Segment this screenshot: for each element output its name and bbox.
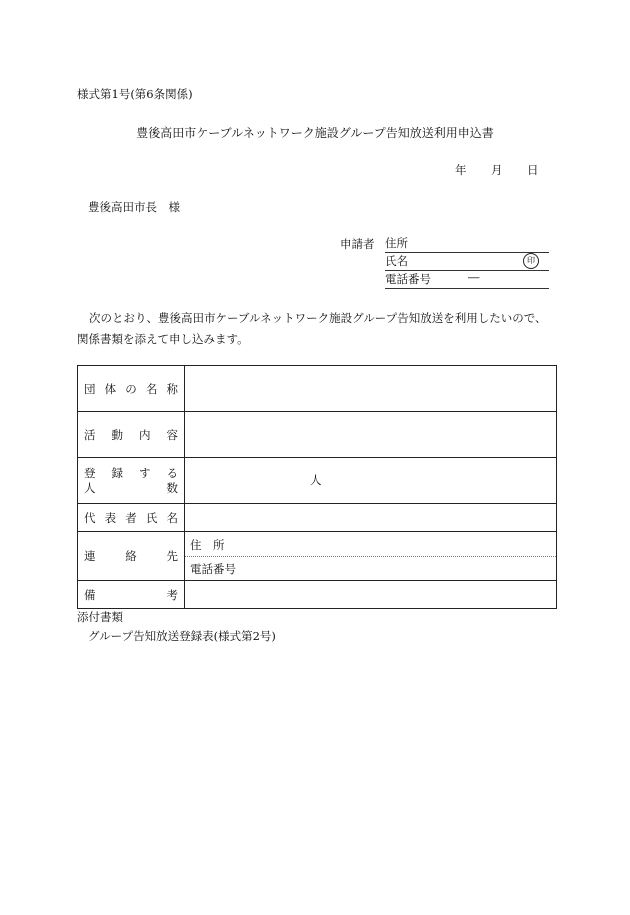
month-label: 月	[491, 163, 503, 177]
member-count-label	[78, 458, 185, 504]
label-char: 絡	[125, 549, 137, 563]
activity-label	[78, 412, 185, 458]
table-row	[78, 504, 557, 532]
label-char: の	[125, 381, 137, 396]
table-row	[78, 366, 557, 412]
phone-dash: ―	[468, 270, 480, 284]
contact-label	[78, 532, 185, 581]
label-char: す	[139, 465, 151, 480]
label-char: 先	[166, 549, 178, 563]
statement-line-1: 次のとおり、豊後高田市ケーブルネットワーク施設グループ告知放送を利用したいので、	[89, 311, 547, 325]
label-char: 内	[139, 427, 151, 442]
label-char: 代	[84, 510, 96, 525]
label-char: 活	[84, 427, 96, 442]
attachment-item: グループ告知放送登録表(様式第2号)	[88, 629, 276, 643]
label-char: 登	[84, 465, 96, 480]
contact-address-input[interactable]	[185, 533, 556, 557]
label-char: 数	[166, 480, 178, 495]
addressee: 豊後高田市長 様	[88, 200, 180, 214]
representative-input[interactable]	[185, 504, 557, 532]
label-char: 録	[111, 465, 123, 480]
document-title: 豊後高田市ケーブルネットワーク施設グループ告知放送利用申込書	[136, 126, 494, 140]
label-char: 連	[84, 549, 96, 563]
label-char: 表	[104, 510, 117, 525]
applicant-phone-field[interactable]	[385, 270, 549, 289]
contact-phone-input[interactable]	[185, 557, 556, 580]
label-char: 称	[166, 381, 178, 396]
contact-cell	[185, 532, 557, 581]
group-name-input[interactable]	[185, 366, 557, 412]
applicant-address-label: 住所	[385, 236, 408, 250]
statement-line-2: 関係書類を添えて申し込みます。	[77, 332, 249, 346]
table-row	[78, 581, 557, 609]
applicant-name-label: 氏名	[385, 254, 408, 268]
label-char: 団	[84, 381, 96, 396]
table-row	[78, 458, 557, 504]
notes-label	[78, 581, 185, 609]
table-row	[78, 412, 557, 458]
table-row	[78, 532, 557, 581]
day-label: 日	[527, 163, 539, 177]
label-char: 名	[145, 381, 158, 396]
label-char: 氏	[145, 510, 158, 525]
attachments-heading: 添付書類	[77, 610, 123, 624]
applicant-phone-label: 電話番号	[385, 272, 431, 286]
applicant-name-field[interactable]	[385, 252, 549, 271]
application-statement	[77, 308, 557, 350]
label-char: 体	[104, 381, 117, 396]
representative-label	[78, 504, 185, 532]
label-char: 者	[125, 510, 137, 525]
count-unit: 人	[310, 473, 322, 487]
contact-address-label: 住 所	[190, 537, 225, 552]
label-char: 動	[111, 427, 123, 442]
label-char: 容	[166, 427, 178, 442]
contact-phone-label: 電話番号	[190, 561, 236, 576]
label-char: 人	[84, 480, 96, 495]
seal-icon: 印	[523, 253, 539, 269]
label-char: 考	[166, 587, 178, 602]
form-number: 様式第1号(第6条関係)	[77, 87, 193, 101]
group-name-label	[78, 366, 185, 412]
notes-input[interactable]	[185, 581, 557, 609]
member-count-input[interactable]	[185, 458, 557, 504]
label-char: 名	[166, 510, 178, 525]
applicant-label: 申請者	[340, 237, 375, 251]
label-char: る	[166, 465, 178, 480]
label-char: 備	[84, 587, 96, 602]
applicant-address-field[interactable]	[385, 234, 549, 253]
application-table	[77, 365, 557, 609]
year-label: 年	[455, 163, 467, 177]
date-line	[455, 162, 539, 178]
activity-input[interactable]	[185, 412, 557, 458]
